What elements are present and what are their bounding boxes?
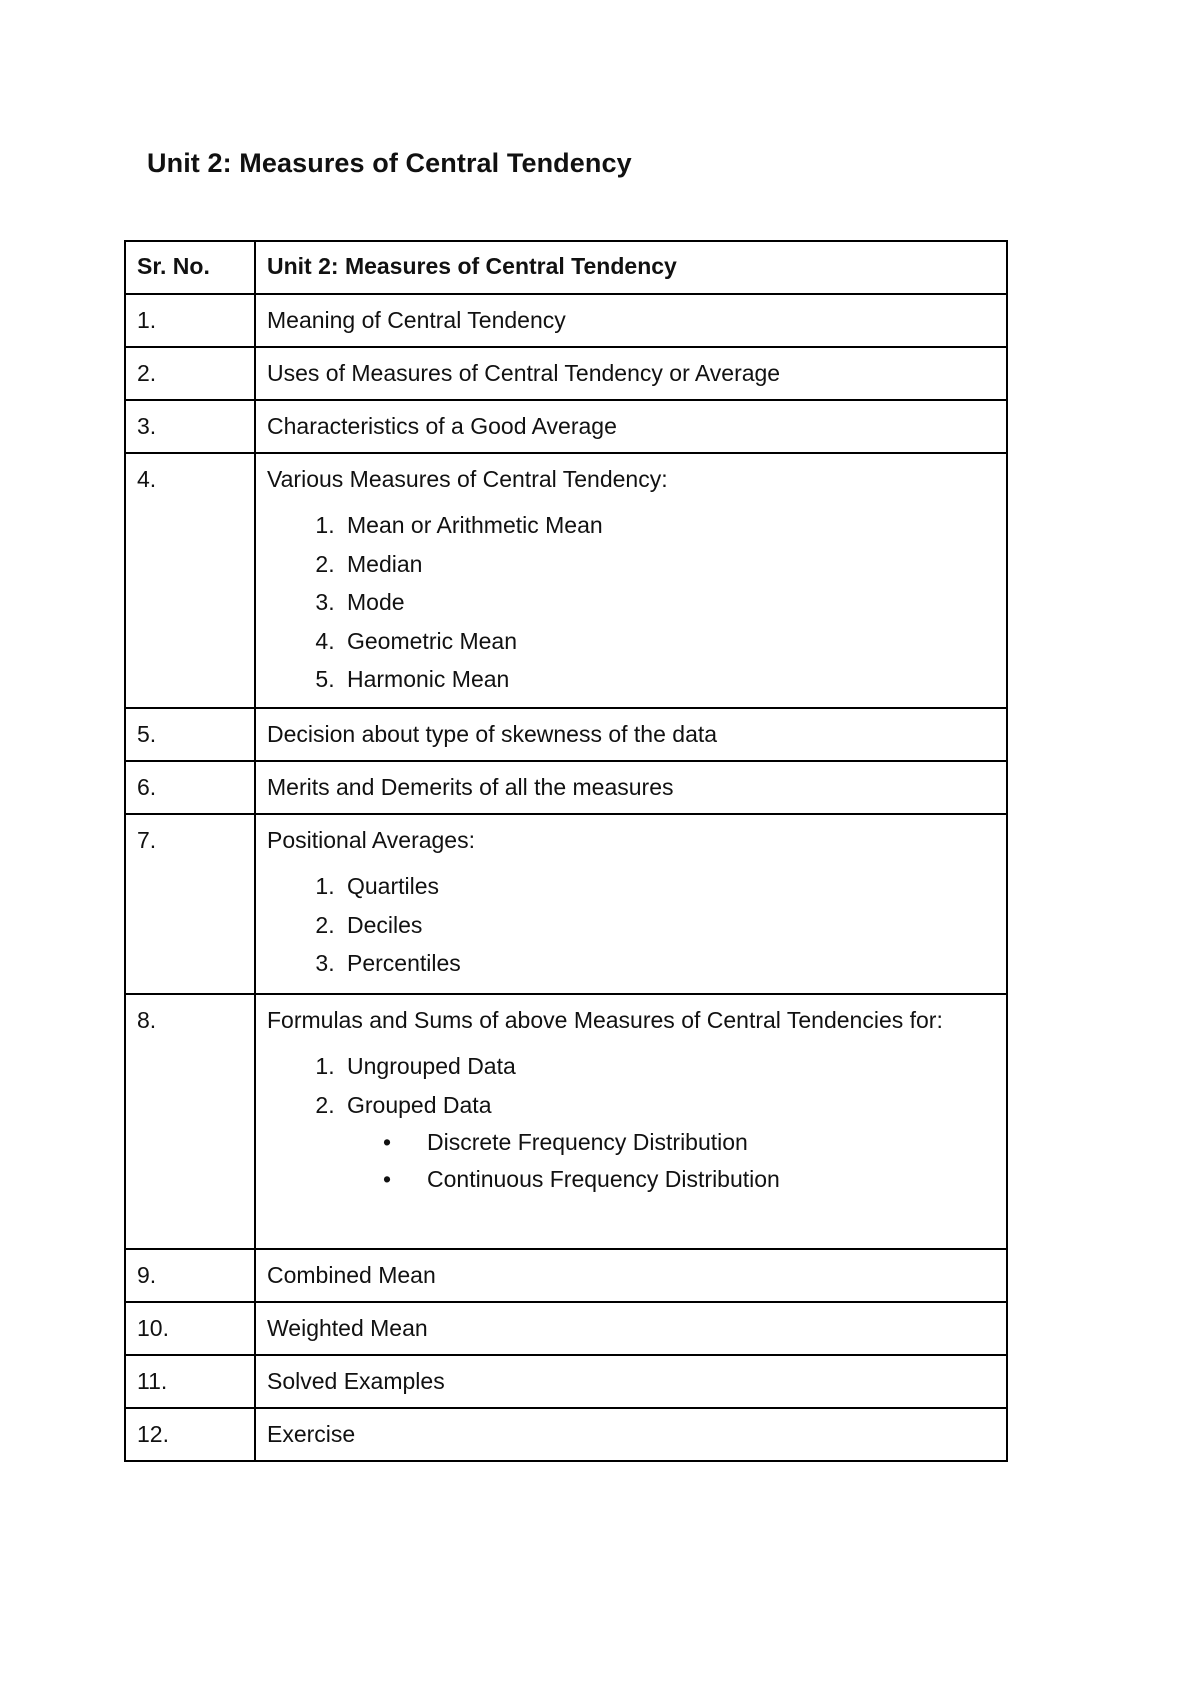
row-topic: Combined Mean [255,1249,1007,1302]
list-item: 1. Ungrouped Data [341,1047,995,1086]
table-row [125,1302,1007,1355]
table-row [125,1355,1007,1408]
sub-topic-list [267,506,995,699]
row-topic: Characteristics of a Good Average [255,400,1007,453]
row-topic: Solved Examples [255,1355,1007,1408]
list-item-label: Grouped Data [347,1091,492,1118]
list-item: 3. Percentiles [341,944,995,983]
row-topic: Formulas and Sums of above Measures of Central Tendencies for: [267,1007,943,1033]
row-number: 12. [125,1408,255,1461]
bullet-text: Continuous Frequency Distribution [427,1166,780,1192]
row-number: 4. [125,453,255,708]
row-topic: Merits and Demerits of all the measures [255,761,1007,814]
row-topic: Positional Averages: [267,827,475,853]
row-number: 6. [125,761,255,814]
table-row [125,453,1007,708]
list-item [341,1086,995,1199]
bullet-item [383,1124,995,1161]
row-number: 9. [125,1249,255,1302]
bullet-icon: • [383,1166,392,1192]
table-row [125,1249,1007,1302]
header-sr-no: Sr. No. [125,241,255,294]
row-topic: Meaning of Central Tendency [255,294,1007,347]
bullet-text: Discrete Frequency Distribution [427,1129,748,1155]
list-item: 1. Quartiles [341,867,995,906]
row-number: 1. [125,294,255,347]
row-topic-cell [255,453,1007,708]
table-row [125,1408,1007,1461]
row-topic-cell [255,814,1007,994]
row-topic: Various Measures of Central Tendency: [267,466,668,492]
row-number: 2. [125,347,255,400]
syllabus-table [124,240,1008,1462]
list-item: 1. Mean or Arithmetic Mean [341,506,995,545]
row-number: 10. [125,1302,255,1355]
row-number: 11. [125,1355,255,1408]
bullet-icon: • [383,1129,392,1155]
sub-topic-list [267,1047,995,1198]
row-number: 5. [125,708,255,761]
row-topic: Weighted Mean [255,1302,1007,1355]
row-number: 8. [125,994,255,1249]
page-title: Unit 2: Measures of Central Tendency [147,148,632,178]
table-row [125,814,1007,994]
table-row [125,994,1007,1249]
table-row [125,347,1007,400]
list-item: 3. Mode [341,583,995,622]
bullet-item [383,1161,995,1198]
table-row [125,761,1007,814]
table-row [125,400,1007,453]
list-item: 5. Harmonic Mean [341,660,995,699]
row-topic: Uses of Measures of Central Tendency or Average [255,347,1007,400]
row-topic: Decision about type of skewness of the data [255,708,1007,761]
list-item: 2. Deciles [341,906,995,945]
list-item: 2. Median [341,545,995,584]
row-topic: Exercise [255,1408,1007,1461]
row-topic-cell [255,994,1007,1249]
row-number: 7. [125,814,255,994]
header-topic: Unit 2: Measures of Central Tendency [255,241,1007,294]
bullet-list [347,1124,995,1198]
table-row [125,708,1007,761]
list-item: 4. Geometric Mean [341,622,995,661]
table-row [125,294,1007,347]
sub-topic-list [267,867,995,983]
row-number: 3. [125,400,255,453]
table-header-row [125,241,1007,294]
